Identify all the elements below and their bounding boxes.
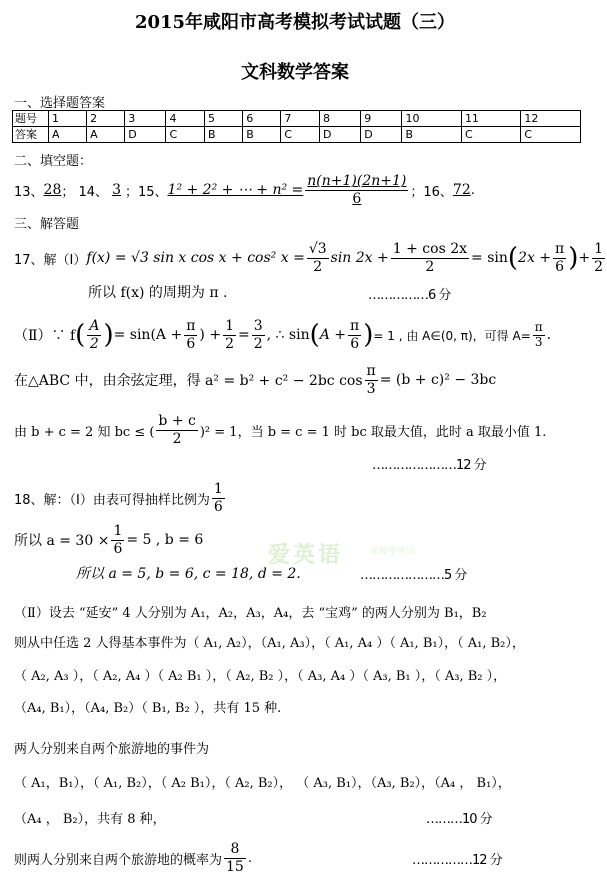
q18-events-3: （A₄, B₁），（A₄, B₂）（ B₁, B₂ ），共有 15 种. [14,701,282,716]
numerator: 1 [213,481,223,498]
fraction [553,241,566,274]
q17-label: 17、解（Ⅰ） [14,252,87,268]
table-cell: D [319,127,360,143]
table-cell: C [281,127,320,143]
numerator: 1 [113,523,123,540]
fraction [212,481,225,514]
table-cell: 8 [319,111,360,127]
row-label-answer: 答案 [13,127,49,143]
table-cell: B [402,127,461,143]
paren-right: ) [363,320,374,350]
numerator: π [186,318,196,335]
denominator: 2 [225,335,234,352]
table-cell: 3 [125,111,166,127]
q17-expr2: sin 2x + [330,250,389,266]
q18-line2-text: 所以 a = 30 × [14,533,110,549]
table-cell: 1 [49,111,87,127]
denominator: 3 [534,334,543,349]
q18-line-1 [14,478,227,518]
table-cell: C [521,127,581,143]
q17-p2-expr1: = sin(A + [113,327,183,343]
fraction [184,318,197,351]
table-cell: 12 [521,111,581,127]
fraction [533,321,545,350]
denominator: 6 [113,540,123,557]
paren-left: ( [75,320,86,350]
denominator: 2 [253,335,263,352]
table-cell: 7 [281,111,320,127]
numerator: 1 [225,318,234,335]
cosine-law-text: 在△ABC 中，由余弦定理，得 a² = b² + c² − 2bc cos [14,373,363,389]
cosine-law-line [14,360,496,400]
numerator: A [89,318,100,335]
denominator: 2 [425,258,435,275]
q18-diff-1: （ A₁，B₁），（ A₁, B₂），（ A₂ B₁），（ A₂, B₂）， （ A₃, B₁），（A₃, B₂），（A₄ ， B₁）， [14,776,511,791]
table-cell: A [87,127,125,143]
q15-fraction [305,173,408,206]
q15-lhs: 1² + 2² + ⋯ + n² = [167,182,304,198]
q18-prob-text: 则两人分别来自两个旅游地的概率为 [14,852,223,868]
fraction [348,318,361,351]
table-cell: 2 [87,111,125,127]
numerator: b + c [158,413,196,430]
q15-answer [168,173,411,206]
numerator: π [534,319,543,334]
q18-score-1: …………………5 分 [360,568,467,583]
q18-label: 18、解：（Ⅰ）由表可得抽样比例为 [14,492,210,508]
table-cell: A [49,127,87,143]
q16-label: ；16、 [410,184,453,200]
table-cell: 10 [402,111,461,127]
table-cell: 11 [461,111,520,127]
q17-score-2: …………………12 分 [372,458,486,473]
q13-label: 13、 [14,184,44,200]
q17-expr4: 2x + [518,250,552,266]
numerator: 8 [224,841,246,858]
q17-p2-expr5: A + [319,327,347,343]
table-cell: C [461,127,520,143]
q16-answer: 72 [452,182,471,198]
numerator: 3 [253,318,263,335]
denominator: 3 [366,380,376,397]
table-cell: C [166,127,205,143]
q17-p2-expr2: ) + [199,327,222,343]
numerator: π [366,363,376,380]
q15-numerator: n(n+1)(2n+1) [307,173,407,190]
q18-line-2 [14,520,203,560]
cosine-law-result: = (b + c)² − 3bc [379,372,497,388]
fraction [111,523,124,556]
q18-line2-result: = 5 , b = 6 [126,532,204,548]
table-cell: B [205,127,243,143]
fill-answers-line [14,170,475,210]
denominator: 2 [313,258,323,275]
fraction [224,841,246,874]
table-cell: 5 [205,111,243,127]
denominator: 15 [226,858,244,875]
document-subtitle: 文科数学答案 [241,62,349,83]
inequality-line [14,410,546,450]
fraction [156,413,197,446]
table-cell: 9 [361,111,402,127]
inequality-text: 由 b + c = 2 知 bc ≤ ( [14,424,155,440]
plus-sign: + [578,250,591,266]
q15-label: ；15、 [124,184,168,200]
q17-p2-end: . [546,327,552,343]
numerator: π [555,241,565,258]
denominator: 2 [594,258,604,275]
table-row [13,127,581,143]
fraction [87,318,101,351]
q17-part2-label: （Ⅱ）∵ f [14,328,76,344]
fraction [223,318,236,351]
q18-line-3: 所以 a = 5, b = 6, c = 18, d = 2. [76,566,301,582]
q17-p2-expr4: , ∴ sin [266,327,310,343]
q17-line-1 [14,236,607,280]
denominator: 6 [186,335,196,352]
section-heading-fill: 二、填空题： [14,154,93,169]
denominator: 6 [350,335,360,352]
fraction [391,241,469,274]
q18-score-2: ………10 分 [426,812,492,827]
table-cell: D [125,127,166,143]
q15-denominator: 6 [352,190,362,207]
q18-part2: （Ⅱ）设去 “延安” 4 人分别为 A₁，A₂，A₃，A₄，去 “宝鸡” 的两人分别为 B₁，B₂ [14,606,487,621]
q18-probability-line [14,836,252,880]
q16-end: . [470,182,475,198]
table-row [13,111,581,127]
denominator: 2 [172,430,182,447]
answer-table [12,110,581,143]
table-cell: D [361,127,402,143]
paren-left: ( [507,243,519,273]
section-heading-choice: 一、选择题答案 [14,96,106,111]
document-title: 2015年咸阳市高考模拟考试试题（三） [134,12,456,33]
numerator: √3 [308,241,327,258]
q14-answer: 3 [112,182,121,198]
q17-expr3: = sin [471,250,508,266]
q18-prob-end: . [247,850,252,866]
inequality-result: )² = 1，当 b = c = 1 时 bc 取最大值，此时 a 取最小值 1. [199,424,547,440]
q18-diff-heading: 两人分别来自两个旅游地的事件为 [14,742,210,757]
denominator: 6 [555,258,565,275]
fraction [592,241,605,274]
q18-score-3: ……………12 分 [412,853,502,868]
table-cell: B [243,127,281,143]
paren-right: ) [568,243,579,273]
section-heading-solve: 三、解答题 [14,217,80,232]
row-label-number: 题号 [13,111,49,127]
q18-events-2: （ A₂, A₃ ），（ A₂, A₄ ）（ A₂ B₁ ），（ A₂, B₂ ），（ A₃, A₄ ）（ A₃, B₁ ），（ A₃, B₂ ）， [14,669,507,684]
q17-period: 所以 f(x) 的周期为 π . [88,285,228,301]
watermark-logo: 爱英语 [268,543,344,568]
fraction [252,318,265,351]
numerator: 1 + cos 2x [392,241,468,258]
q17-part2-line [14,312,551,358]
q18-diff-2: （A₄ ， B₂），共有 8 种， [14,812,166,827]
denominator: 2 [89,335,99,352]
q17-expr1: f(x) = √3 sin x cos x + cos² x = [86,250,305,266]
numerator: 1 [594,241,604,258]
q17-score-1: ……………6 分 [368,288,451,303]
paren-left: ( [309,320,320,350]
table-cell: 4 [166,111,205,127]
q14-label: ； 14、 [61,184,109,200]
fraction [365,363,378,396]
numerator: π [350,318,360,335]
paren-right: ) [103,320,114,350]
fraction [307,241,329,274]
q17-p2-expr6: = 1 , 由 A∈(0, π)，可得 A= [373,328,531,343]
q13-answer: 28 [43,182,62,198]
q17-p2-expr3: = [238,327,250,343]
table-cell: 6 [243,111,281,127]
watermark-subtext: 家校学英语 [370,547,416,557]
denominator: 6 [213,498,223,515]
q18-events-1: 则从中任选 2 人得基本事件为（ A₁, A₂），（A₁, A₃），（ A₁, A₄ ）（ A₁, B₁），（ A₁, B₂）， [14,636,525,651]
